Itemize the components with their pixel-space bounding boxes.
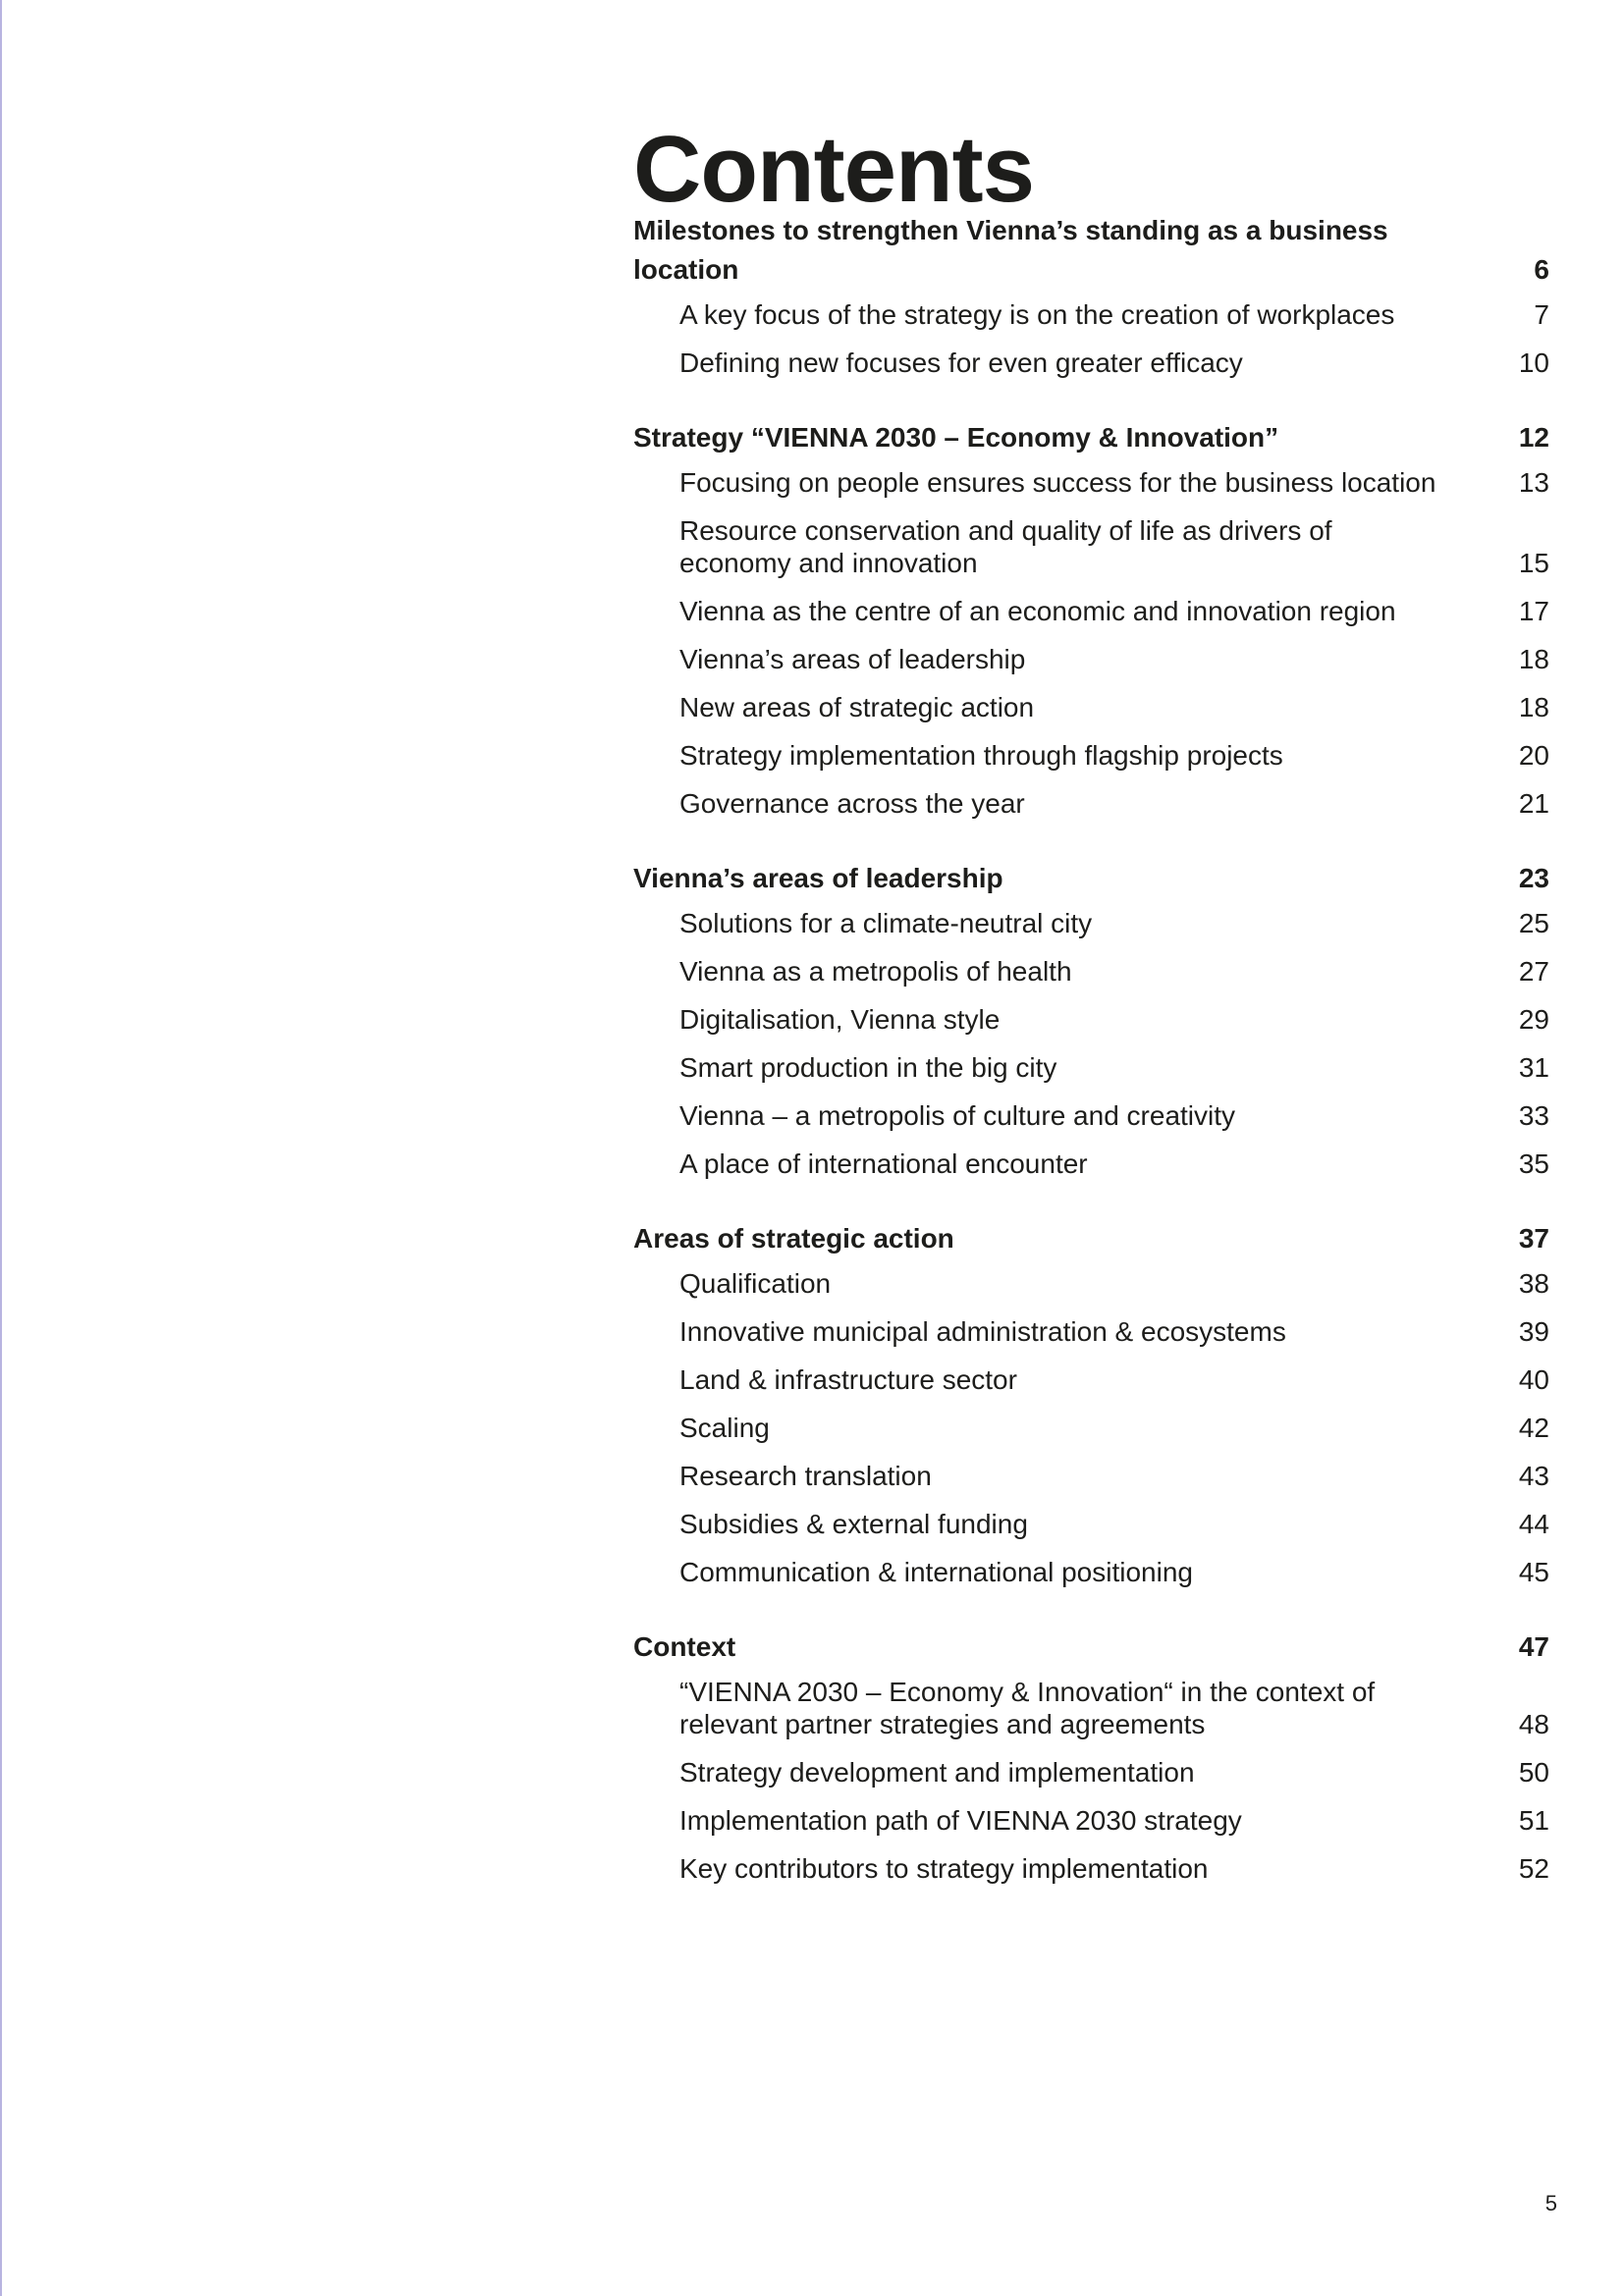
- entry-title: “VIENNA 2030 – Economy & Innovation“ in the context of relevant partner strategies and agreements: [679, 1677, 1376, 1739]
- toc-entry[interactable]: [633, 1460, 1549, 1492]
- toc-section-heading[interactable]: [633, 859, 1549, 898]
- left-edge-rule: [0, 0, 2, 2296]
- entry-title: Focusing on people ensures success for the business location: [679, 467, 1436, 498]
- entry-title: Key contributors to strategy implementation: [679, 1853, 1209, 1884]
- entry-title: Resource conservation and quality of life as drivers of economy and innovation: [679, 515, 1332, 578]
- section-page: 23: [1518, 863, 1549, 893]
- entry-title: Research translation: [679, 1461, 932, 1491]
- toc-entry[interactable]: [633, 1003, 1549, 1036]
- entry-page: 42: [1518, 1413, 1549, 1443]
- entry-title: Digitalisation, Vienna style: [679, 1004, 1001, 1035]
- toc-entry[interactable]: [633, 955, 1549, 988]
- entry-page: 21: [1518, 788, 1549, 819]
- toc-section: [633, 1219, 1549, 1588]
- table-of-contents: [633, 116, 1549, 1924]
- toc-entry[interactable]: [633, 1676, 1549, 1740]
- entry-title: Strategy implementation through flagship projects: [679, 740, 1283, 771]
- section-title: Vienna’s areas of leadership: [633, 863, 1003, 893]
- toc-entry[interactable]: [633, 1804, 1549, 1837]
- page-number: 5: [1544, 2191, 1557, 2216]
- section-page: 47: [1518, 1631, 1549, 1662]
- entry-page: 18: [1518, 644, 1549, 674]
- entry-page: 45: [1518, 1557, 1549, 1587]
- toc-entry[interactable]: [633, 514, 1549, 579]
- entry-title: Smart production in the big city: [679, 1052, 1057, 1083]
- entry-page: 7: [1534, 299, 1549, 330]
- toc-section-heading[interactable]: [633, 1219, 1549, 1258]
- toc-entry[interactable]: [633, 1756, 1549, 1789]
- section-title: Milestones to strengthen Vienna’s standing as a business location: [633, 215, 1388, 285]
- entry-page: 13: [1518, 467, 1549, 498]
- toc-entry[interactable]: [633, 347, 1549, 379]
- entry-page: 50: [1518, 1757, 1549, 1788]
- toc-section: [633, 215, 1549, 379]
- entry-page: 38: [1518, 1268, 1549, 1299]
- entry-page: 35: [1518, 1148, 1549, 1179]
- toc-entry[interactable]: [633, 298, 1549, 331]
- toc-entry[interactable]: [633, 1315, 1549, 1348]
- entry-page: 20: [1518, 740, 1549, 771]
- toc-section-heading[interactable]: [633, 1628, 1549, 1667]
- entry-title: Communication & international positioning: [679, 1557, 1193, 1587]
- toc-entry[interactable]: [633, 595, 1549, 627]
- entry-page: 15: [1518, 548, 1549, 578]
- entry-page: 48: [1518, 1709, 1549, 1739]
- toc-section-heading[interactable]: [633, 215, 1549, 290]
- entry-page: 29: [1518, 1004, 1549, 1035]
- toc-entry[interactable]: [633, 739, 1549, 772]
- entry-title: Vienna’s areas of leadership: [679, 644, 1026, 674]
- entry-page: 39: [1518, 1316, 1549, 1347]
- toc-entry[interactable]: [633, 1148, 1549, 1180]
- toc-section: [633, 1628, 1549, 1885]
- entry-title: Implementation path of VIENNA 2030 strategy: [679, 1805, 1242, 1836]
- section-page: 12: [1518, 422, 1549, 453]
- entry-page: 33: [1518, 1100, 1549, 1131]
- toc-section-heading[interactable]: [633, 418, 1549, 457]
- entry-title: Innovative municipal administration & ecosystems: [679, 1316, 1286, 1347]
- entry-title: Vienna as the centre of an economic and innovation region: [679, 596, 1396, 626]
- toc-entry[interactable]: [633, 1556, 1549, 1588]
- entry-title: Qualification: [679, 1268, 832, 1299]
- section-page: 37: [1518, 1223, 1549, 1254]
- entry-page: 52: [1518, 1853, 1549, 1884]
- entry-title: Subsidies & external funding: [679, 1509, 1028, 1539]
- entry-page: 17: [1518, 596, 1549, 626]
- toc-entry[interactable]: [633, 907, 1549, 939]
- entry-title: Vienna – a metropolis of culture and creativity: [679, 1100, 1236, 1131]
- entry-title: Strategy development and implementation: [679, 1757, 1195, 1788]
- section-title: Areas of strategic action: [633, 1223, 954, 1254]
- entry-title: Defining new focuses for even greater efficacy: [679, 347, 1243, 378]
- entry-title: Land & infrastructure sector: [679, 1364, 1017, 1395]
- toc-entry[interactable]: [633, 1051, 1549, 1084]
- toc-entry[interactable]: [633, 1099, 1549, 1132]
- entry-page: 18: [1518, 692, 1549, 722]
- page-title: Contents: [633, 117, 1034, 222]
- entry-page: 25: [1518, 908, 1549, 938]
- entry-page: 51: [1518, 1805, 1549, 1836]
- entry-title: New areas of strategic action: [679, 692, 1035, 722]
- toc-entry[interactable]: [633, 1363, 1549, 1396]
- entry-page: 27: [1518, 956, 1549, 987]
- toc-entry[interactable]: [633, 1267, 1549, 1300]
- toc-entry[interactable]: [633, 643, 1549, 675]
- entry-title: Solutions for a climate-neutral city: [679, 908, 1093, 938]
- toc-section: [633, 418, 1549, 820]
- entry-title: A key focus of the strategy is on the creation of workplaces: [679, 299, 1395, 330]
- toc-entry[interactable]: [633, 1412, 1549, 1444]
- entry-title: Scaling: [679, 1413, 770, 1443]
- section-title: Context: [633, 1631, 736, 1662]
- toc-entry[interactable]: [633, 466, 1549, 499]
- entry-title: Vienna as a metropolis of health: [679, 956, 1072, 987]
- section-page: 6: [1534, 254, 1549, 285]
- toc-entry[interactable]: [633, 1508, 1549, 1540]
- entry-title: A place of international encounter: [679, 1148, 1088, 1179]
- entry-page: 10: [1518, 347, 1549, 378]
- entry-page: 31: [1518, 1052, 1549, 1083]
- section-title: Strategy “VIENNA 2030 – Economy & Innovation”: [633, 422, 1279, 453]
- entry-page: 40: [1518, 1364, 1549, 1395]
- toc-entry[interactable]: [633, 691, 1549, 723]
- entry-title: Governance across the year: [679, 788, 1025, 819]
- entry-page: 43: [1518, 1461, 1549, 1491]
- toc-section: [633, 859, 1549, 1180]
- toc-entry[interactable]: [633, 1852, 1549, 1885]
- entry-page: 44: [1518, 1509, 1549, 1539]
- toc-entry[interactable]: [633, 787, 1549, 820]
